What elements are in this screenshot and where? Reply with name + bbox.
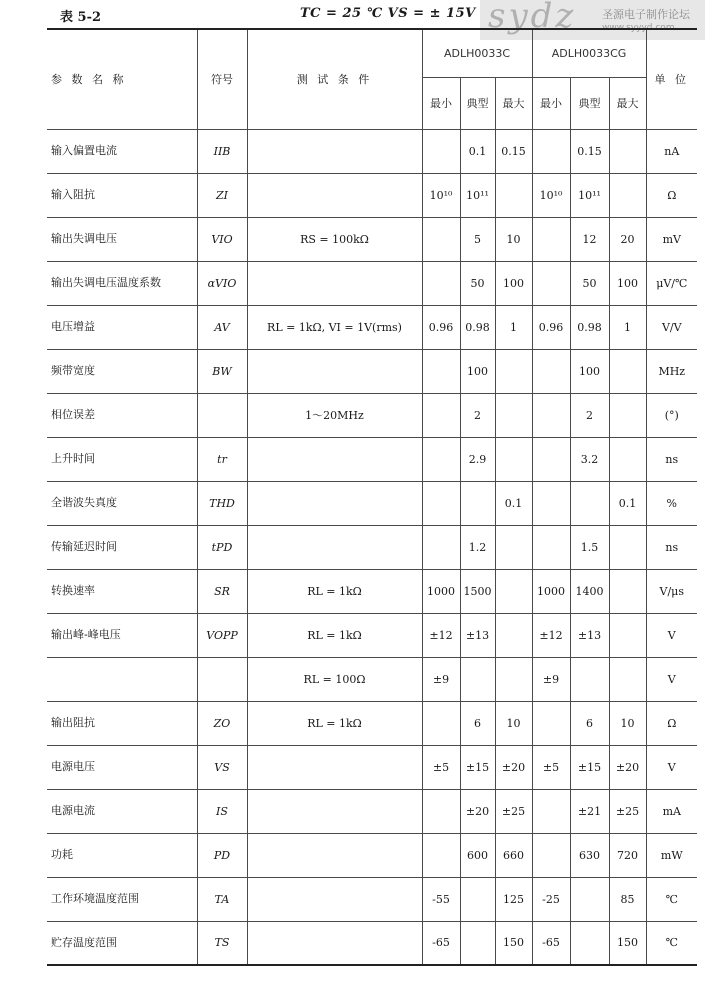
a-typ-cell: 10¹¹ <box>460 173 495 217</box>
spec-table <box>47 28 697 966</box>
symbol-cell: αVIO <box>197 261 247 305</box>
a-min-cell <box>422 833 460 877</box>
a-min-cell <box>422 481 460 525</box>
header-a-max: 最大 <box>495 77 532 129</box>
symbol-cell: TS <box>197 921 247 965</box>
table-row <box>47 525 697 569</box>
header-symbol: 符号 <box>197 29 247 129</box>
a-min-cell: 0.96 <box>422 305 460 349</box>
a-typ-cell: ±13 <box>460 613 495 657</box>
b-max-cell: 85 <box>609 877 646 921</box>
b-typ-cell: ±13 <box>570 613 609 657</box>
unit-cell: MHz <box>646 349 697 393</box>
symbol-cell: AV <box>197 305 247 349</box>
condition-cell <box>247 261 422 305</box>
table-row <box>47 833 697 877</box>
b-min-cell <box>532 701 570 745</box>
a-typ-cell: ±15 <box>460 745 495 789</box>
condition-cell <box>247 833 422 877</box>
header-condition: 测 试 条 件 <box>247 29 422 129</box>
a-max-cell: 150 <box>495 921 532 965</box>
param-name-cell: 输入阻抗 <box>47 173 197 217</box>
param-name-cell: 输出失调电压 <box>47 217 197 261</box>
param-name-cell: 相位误差 <box>47 393 197 437</box>
b-min-cell: ±9 <box>532 657 570 701</box>
a-min-cell <box>422 261 460 305</box>
unit-cell: V/μs <box>646 569 697 613</box>
a-typ-cell: 1500 <box>460 569 495 613</box>
table-row <box>47 745 697 789</box>
b-max-cell: 1 <box>609 305 646 349</box>
a-typ-cell: 1.2 <box>460 525 495 569</box>
a-max-cell: 0.15 <box>495 129 532 173</box>
b-max-cell <box>609 613 646 657</box>
a-typ-cell <box>460 921 495 965</box>
b-max-cell <box>609 569 646 613</box>
b-min-cell: 1000 <box>532 569 570 613</box>
unit-cell: ns <box>646 437 697 481</box>
param-name-cell: 输出阻抗 <box>47 701 197 745</box>
a-typ-cell: 0.1 <box>460 129 495 173</box>
a-max-cell: 10 <box>495 701 532 745</box>
param-name-cell: 工作环境温度范围 <box>47 877 197 921</box>
a-typ-cell <box>460 877 495 921</box>
b-min-cell: 0.96 <box>532 305 570 349</box>
watermark-url: www.syyyd.com <box>602 23 675 33</box>
b-typ-cell: 0.98 <box>570 305 609 349</box>
b-max-cell <box>609 657 646 701</box>
condition-cell: RL = 1kΩ <box>247 569 422 613</box>
unit-cell: ℃ <box>646 877 697 921</box>
a-typ-cell: 600 <box>460 833 495 877</box>
header-unit: 单 位 <box>646 29 697 129</box>
header-b-typ: 典型 <box>570 77 609 129</box>
spec-table-body <box>47 129 697 965</box>
param-name-cell <box>47 657 197 701</box>
a-max-cell: 1 <box>495 305 532 349</box>
b-max-cell <box>609 129 646 173</box>
a-max-cell <box>495 613 532 657</box>
b-typ-cell: 12 <box>570 217 609 261</box>
b-typ-cell: 2 <box>570 393 609 437</box>
unit-cell: V <box>646 657 697 701</box>
header-b-max: 最大 <box>609 77 646 129</box>
unit-cell: ℃ <box>646 921 697 965</box>
symbol-cell <box>197 657 247 701</box>
a-typ-cell: ±20 <box>460 789 495 833</box>
a-typ-cell <box>460 481 495 525</box>
param-name-cell: 转换速率 <box>47 569 197 613</box>
b-typ-cell: 10¹¹ <box>570 173 609 217</box>
b-max-cell <box>609 525 646 569</box>
param-name-cell: 全谐波失真度 <box>47 481 197 525</box>
symbol-cell: IIB <box>197 129 247 173</box>
b-typ-cell: ±15 <box>570 745 609 789</box>
a-typ-cell: 0.98 <box>460 305 495 349</box>
a-min-cell <box>422 349 460 393</box>
condition-cell <box>247 877 422 921</box>
header-device-b: ADLH0033CG <box>532 29 646 77</box>
b-max-cell <box>609 437 646 481</box>
a-max-cell: 660 <box>495 833 532 877</box>
b-typ-cell: 630 <box>570 833 609 877</box>
b-max-cell: 0.1 <box>609 481 646 525</box>
b-max-cell: 720 <box>609 833 646 877</box>
test-conditions: TC = 25 ℃ VS = ± 15V <box>300 6 476 21</box>
condition-cell: 1～20MHz <box>247 393 422 437</box>
a-max-cell: ±25 <box>495 789 532 833</box>
condition-cell <box>247 129 422 173</box>
a-min-cell <box>422 129 460 173</box>
table-number: 表 5-2 <box>60 10 102 25</box>
b-typ-cell: 100 <box>570 349 609 393</box>
condition-cell: RL = 1kΩ <box>247 701 422 745</box>
symbol-cell: TA <box>197 877 247 921</box>
a-min-cell <box>422 701 460 745</box>
b-max-cell <box>609 173 646 217</box>
b-min-cell <box>532 217 570 261</box>
condition-cell <box>247 525 422 569</box>
condition-cell <box>247 789 422 833</box>
b-typ-cell: 6 <box>570 701 609 745</box>
symbol-cell: BW <box>197 349 247 393</box>
b-typ-cell: ±21 <box>570 789 609 833</box>
param-name-cell: 电源电压 <box>47 745 197 789</box>
condition-cell: RS = 100kΩ <box>247 217 422 261</box>
symbol-cell: tPD <box>197 525 247 569</box>
a-max-cell <box>495 525 532 569</box>
a-typ-cell: 2 <box>460 393 495 437</box>
symbol-cell: VIO <box>197 217 247 261</box>
unit-cell: Ω <box>646 173 697 217</box>
a-min-cell: ±12 <box>422 613 460 657</box>
param-name-cell: 输出失调电压温度系数 <box>47 261 197 305</box>
header-a-min: 最小 <box>422 77 460 129</box>
symbol-cell: SR <box>197 569 247 613</box>
a-typ-cell: 2.9 <box>460 437 495 481</box>
b-typ-cell <box>570 657 609 701</box>
table-row <box>47 569 697 613</box>
symbol-cell: ZI <box>197 173 247 217</box>
param-name-cell: 电压增益 <box>47 305 197 349</box>
a-min-cell <box>422 217 460 261</box>
table-row <box>47 173 697 217</box>
a-max-cell <box>495 349 532 393</box>
b-typ-cell: 3.2 <box>570 437 609 481</box>
unit-cell: % <box>646 481 697 525</box>
a-typ-cell: 50 <box>460 261 495 305</box>
a-min-cell: ±9 <box>422 657 460 701</box>
unit-cell: mA <box>646 789 697 833</box>
a-typ-cell: 6 <box>460 701 495 745</box>
condition-cell: RL = 1kΩ, VI = 1V(rms) <box>247 305 422 349</box>
a-max-cell <box>495 393 532 437</box>
unit-cell: ns <box>646 525 697 569</box>
b-typ-cell <box>570 921 609 965</box>
a-min-cell <box>422 789 460 833</box>
a-min-cell <box>422 525 460 569</box>
a-typ-cell <box>460 657 495 701</box>
b-min-cell: -25 <box>532 877 570 921</box>
b-min-cell: -65 <box>532 921 570 965</box>
b-typ-cell: 0.15 <box>570 129 609 173</box>
b-typ-cell <box>570 481 609 525</box>
b-min-cell <box>532 481 570 525</box>
param-name-cell: 频带宽度 <box>47 349 197 393</box>
b-max-cell <box>609 349 646 393</box>
a-max-cell <box>495 437 532 481</box>
symbol-cell: PD <box>197 833 247 877</box>
table-row <box>47 393 697 437</box>
header-row-devices <box>47 29 697 77</box>
a-min-cell: -55 <box>422 877 460 921</box>
header-a-typ: 典型 <box>460 77 495 129</box>
a-max-cell <box>495 569 532 613</box>
symbol-cell: IS <box>197 789 247 833</box>
b-min-cell <box>532 525 570 569</box>
symbol-cell: VOPP <box>197 613 247 657</box>
a-max-cell <box>495 173 532 217</box>
b-max-cell: 20 <box>609 217 646 261</box>
symbol-cell: ZO <box>197 701 247 745</box>
a-typ-cell: 5 <box>460 217 495 261</box>
table-row <box>47 261 697 305</box>
condition-cell <box>247 921 422 965</box>
condition-cell <box>247 481 422 525</box>
table-row <box>47 657 697 701</box>
a-min-cell <box>422 437 460 481</box>
symbol-cell: tr <box>197 437 247 481</box>
a-min-cell <box>422 393 460 437</box>
table-row <box>47 349 697 393</box>
a-max-cell: 100 <box>495 261 532 305</box>
symbol-cell: VS <box>197 745 247 789</box>
table-row <box>47 481 697 525</box>
param-name-cell: 电源电流 <box>47 789 197 833</box>
condition-cell <box>247 349 422 393</box>
b-typ-cell: 50 <box>570 261 609 305</box>
b-min-cell: ±5 <box>532 745 570 789</box>
unit-cell: V <box>646 613 697 657</box>
table-row <box>47 877 697 921</box>
condition-cell: RL = 1kΩ <box>247 613 422 657</box>
watermark-site-name: 圣源电子制作论坛 <box>602 8 690 21</box>
unit-cell: Ω <box>646 701 697 745</box>
b-max-cell: ±20 <box>609 745 646 789</box>
param-name-cell: 贮存温度范围 <box>47 921 197 965</box>
unit-cell: mV <box>646 217 697 261</box>
header-param: 参 数 名 称 <box>47 29 197 129</box>
condition-cell: RL = 100Ω <box>247 657 422 701</box>
condition-cell <box>247 437 422 481</box>
table-row <box>47 217 697 261</box>
b-max-cell <box>609 393 646 437</box>
b-typ-cell: 1400 <box>570 569 609 613</box>
unit-cell: nA <box>646 129 697 173</box>
b-typ-cell: 1.5 <box>570 525 609 569</box>
symbol-cell <box>197 393 247 437</box>
param-name-cell: 功耗 <box>47 833 197 877</box>
a-max-cell: ±20 <box>495 745 532 789</box>
a-min-cell: 10¹⁰ <box>422 173 460 217</box>
condition-cell <box>247 173 422 217</box>
param-name-cell: 输入偏置电流 <box>47 129 197 173</box>
b-max-cell: 150 <box>609 921 646 965</box>
a-min-cell: -65 <box>422 921 460 965</box>
b-min-cell <box>532 349 570 393</box>
table-row <box>47 305 697 349</box>
b-min-cell <box>532 789 570 833</box>
header-device-a: ADLH0033C <box>422 29 532 77</box>
a-typ-cell: 100 <box>460 349 495 393</box>
b-typ-cell <box>570 877 609 921</box>
b-max-cell: 100 <box>609 261 646 305</box>
b-min-cell <box>532 833 570 877</box>
a-max-cell: 125 <box>495 877 532 921</box>
b-min-cell <box>532 393 570 437</box>
unit-cell: (°) <box>646 393 697 437</box>
param-name-cell: 输出峰-峰电压 <box>47 613 197 657</box>
watermark-logo: sydz <box>488 0 577 36</box>
b-min-cell <box>532 261 570 305</box>
a-min-cell: ±5 <box>422 745 460 789</box>
a-min-cell: 1000 <box>422 569 460 613</box>
unit-cell: V <box>646 745 697 789</box>
b-min-cell <box>532 129 570 173</box>
unit-cell: V/V <box>646 305 697 349</box>
b-max-cell: ±25 <box>609 789 646 833</box>
a-max-cell: 10 <box>495 217 532 261</box>
unit-cell: mW <box>646 833 697 877</box>
b-min-cell: 10¹⁰ <box>532 173 570 217</box>
b-max-cell: 10 <box>609 701 646 745</box>
table-row <box>47 921 697 965</box>
table-row <box>47 613 697 657</box>
table-row <box>47 789 697 833</box>
symbol-cell: THD <box>197 481 247 525</box>
table-row <box>47 437 697 481</box>
a-max-cell <box>495 657 532 701</box>
b-min-cell <box>532 437 570 481</box>
condition-cell <box>247 745 422 789</box>
b-min-cell: ±12 <box>532 613 570 657</box>
param-name-cell: 上升时间 <box>47 437 197 481</box>
table-row <box>47 701 697 745</box>
table-row <box>47 129 697 173</box>
a-max-cell: 0.1 <box>495 481 532 525</box>
param-name-cell: 传输延迟时间 <box>47 525 197 569</box>
unit-cell: μV/℃ <box>646 261 697 305</box>
header-b-min: 最小 <box>532 77 570 129</box>
